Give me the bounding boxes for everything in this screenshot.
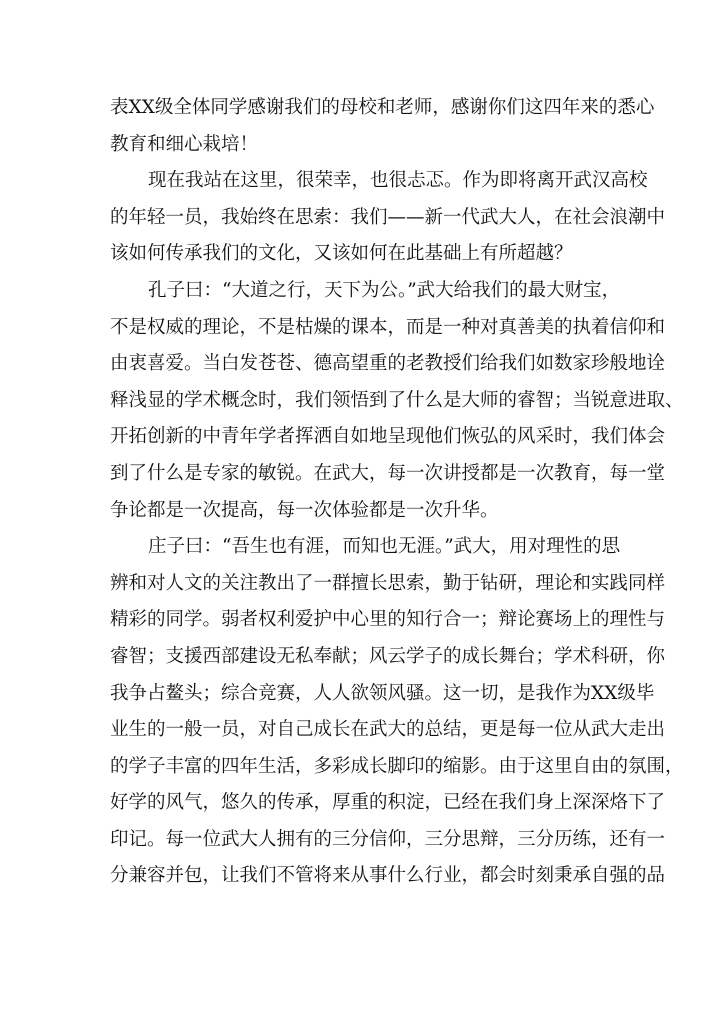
text-line: 释浅显的学术概念时，我们领悟到了什么是大师的睿智；当锐意进取、 bbox=[110, 389, 684, 411]
text-line: 睿智；支援西部建设无私奉献；风云学子的成长舞台；学术科研，你 bbox=[110, 645, 666, 667]
text-line: 的年轻一员，我始终在思索：我们——新一代武大人，在社会浪潮中 bbox=[110, 206, 666, 228]
text-line: 由衷喜爱。当白发苍苍、德高望重的老教授们给我们如数家珍般地诠 bbox=[110, 353, 666, 375]
text-line: 该如何传承我们的文化，又该如何在此基础上有所超越？ bbox=[110, 243, 573, 265]
text-line: 的学子丰富的四年生活，多彩成长脚印的缩影。由于这里自由的氛围， bbox=[110, 755, 684, 777]
text-line: 不是权威的理论，不是枯燥的课本，而是一种对真善美的执着信仰和 bbox=[110, 316, 666, 338]
text-line: 分兼容并包，让我们不管将来从事什么行业，都会时刻秉承自强的品 bbox=[110, 865, 666, 887]
text-line: 精彩的同学。弱者权利爱护中心里的知行合一；辩论赛场上的理性与 bbox=[110, 609, 666, 631]
text-line: 孔子曰：“大道之行，天下为公。”武大给我们的最大财宝， bbox=[148, 279, 621, 301]
document-body bbox=[110, 90, 684, 895]
text-line: 教育和细心栽培！ bbox=[110, 133, 259, 155]
text-line: 争论都是一次提高，每一次体验都是一次升华。 bbox=[110, 499, 499, 521]
paragraph bbox=[110, 163, 666, 273]
text-line: 业生的一般一员，对自己成长在武大的总结，更是每一位从武大走出 bbox=[110, 719, 666, 741]
text-line: 辨和对人文的关注教出了一群擅长思索，勤于钻研，理论和实践同样 bbox=[110, 572, 666, 594]
paragraph bbox=[110, 90, 655, 163]
text-line: 庄子曰：“吾生也有涯，而知也无涯。”武大，用对理性的思 bbox=[148, 536, 621, 558]
text-line: 现在我站在这里，很荣幸，也很忐忑。作为即将离开武汉高校 bbox=[148, 170, 648, 192]
text-line: 表XX级全体同学感谢我们的母校和老师，感谢你们这四年来的悉心 bbox=[110, 97, 655, 118]
paragraph bbox=[110, 529, 684, 895]
text-line: 好学的风气，悠久的传承，厚重的积淀，已经在我们身上深深烙下了 bbox=[110, 792, 666, 814]
text-line: 印记。每一位武大人拥有的三分信仰，三分思辩，三分历练，还有一 bbox=[110, 828, 666, 850]
text-line: 开拓创新的中青年学者挥洒自如地呈现他们恢弘的风采时，我们体会 bbox=[110, 426, 666, 448]
paragraph bbox=[110, 273, 684, 529]
text-line: 我争占鳌头；综合竞赛，人人欲领风骚。这一切，是我作为XX级毕 bbox=[110, 682, 655, 704]
text-line: 到了什么是专家的敏锐。在武大，每一次讲授都是一次教育，每一堂 bbox=[110, 462, 666, 484]
